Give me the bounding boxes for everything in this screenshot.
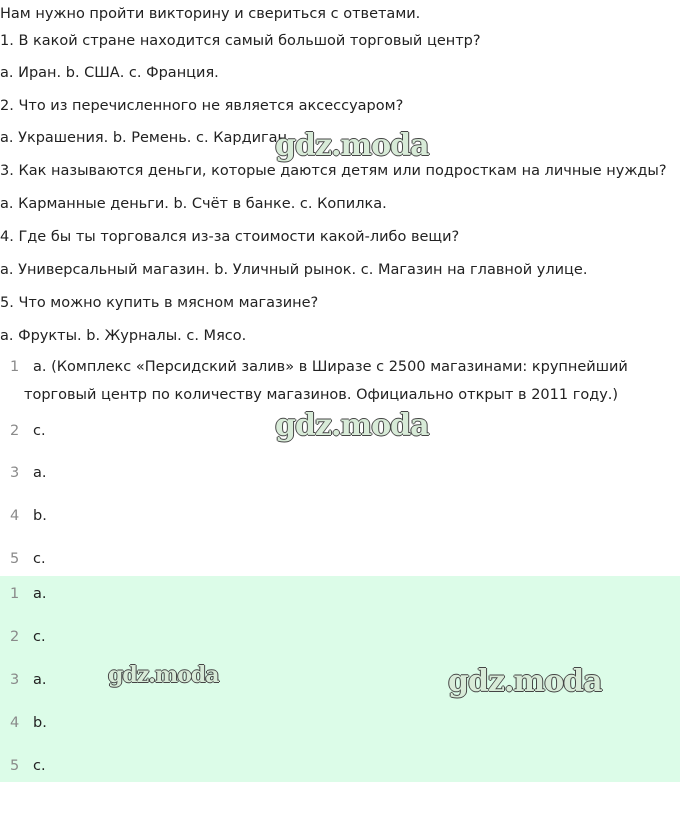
answer-row-4 <box>0 506 680 526</box>
answer-text: b. <box>33 508 47 524</box>
watermark: gdz.moda <box>275 128 429 163</box>
answer-row-5 <box>0 756 680 776</box>
answer-text: a. <box>33 672 47 688</box>
answer-text-continuation: торговый центр по количеству магазинов. Официально открыт в 2011 году.) <box>24 387 619 403</box>
answer-row-5 <box>0 549 680 569</box>
answer-text: c. <box>33 758 46 774</box>
options-4: a. Универсальный магазин. b. Уличный рынок. c. Магазин на главной улице. <box>0 262 588 278</box>
answer-number: 4 <box>10 715 20 731</box>
answer-text: c. <box>33 423 46 439</box>
answer-text: a. <box>33 586 47 602</box>
question-3: 3. Как называются деньги, которые даются детям или подросткам на личные нужды? <box>0 163 667 179</box>
answer-number: 1 <box>10 586 20 602</box>
watermark: gdz.moda <box>448 664 602 699</box>
answer-row-4 <box>0 713 680 733</box>
answer-text: a. (Комплекс «Персидский залив» в Ширазе с 2500 магазинами: крупнейший <box>33 359 628 375</box>
answer-row-2 <box>0 627 680 647</box>
options-1: a. Иран. b. США. c. Франция. <box>0 65 219 81</box>
answer-text: b. <box>33 715 47 731</box>
answer-number: 3 <box>10 465 20 481</box>
answer-number: 4 <box>10 508 20 524</box>
options-5: a. Фрукты. b. Журналы. c. Мясо. <box>0 328 247 344</box>
answer-text: c. <box>33 629 46 645</box>
answer-text: c. <box>33 551 46 567</box>
question-1: 1. В какой стране находится самый большой торговый центр? <box>0 33 481 49</box>
intro-text: Нам нужно пройти викторину и свериться с ответами. <box>0 6 421 22</box>
answer-number: 1 <box>10 359 20 375</box>
answer-number: 5 <box>10 758 20 774</box>
question-5: 5. Что можно купить в мясном магазине? <box>0 295 319 311</box>
answer-text: a. <box>33 465 47 481</box>
watermark: gdz.moda <box>108 662 219 688</box>
answer-row-1 <box>0 357 680 377</box>
options-3: a. Карманные деньги. b. Счёт в банке. c. Копилка. <box>0 196 387 212</box>
watermark: gdz.moda <box>275 408 429 443</box>
answer-number: 5 <box>10 551 20 567</box>
question-4: 4. Где бы ты торговался из-за стоимости какой-либо вещи? <box>0 229 460 245</box>
answer-number: 2 <box>10 423 20 439</box>
answer-number: 3 <box>10 672 20 688</box>
answer-number: 2 <box>10 629 20 645</box>
answer-row-3 <box>0 463 680 483</box>
question-2: 2. Что из перечисленного не является аксессуаром? <box>0 98 404 114</box>
options-2: a. Украшения. b. Ремень. c. Кардиган. <box>0 130 292 146</box>
answer-row-1 <box>0 584 680 604</box>
